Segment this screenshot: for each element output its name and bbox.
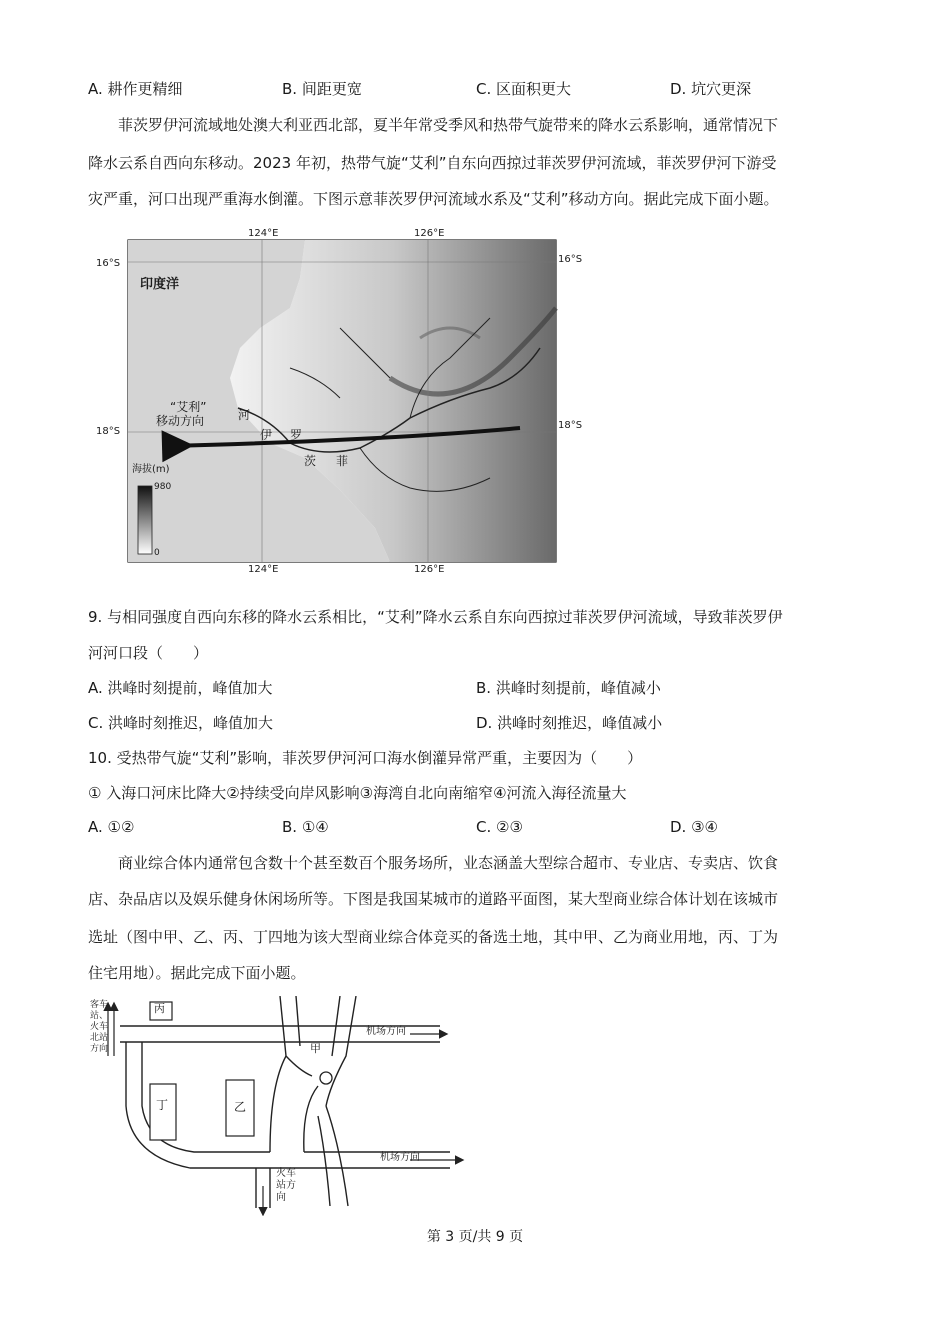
city-road-map: [90, 996, 480, 1216]
q10-items: ① 入海口河床比降大②持续受向岸风影响③海湾自北向南缩窄④河流入海径流量大: [88, 784, 627, 802]
airport-label-top: 机场方向: [366, 1026, 406, 1037]
q9-option-d: D. 洪峰时刻推迟，峰值减小: [476, 714, 663, 732]
q9-option-a: A. 洪峰时刻提前，峰值加大: [88, 679, 273, 697]
q8-option-a: A. 耕作更精细: [88, 80, 183, 98]
passage2-line: 店、杂品店以及娱乐健身休闲场所等。下图是我国某城市的道路平面图，某大型商业综合体计划在该城市: [88, 890, 779, 908]
river-label-char: 罗: [290, 428, 303, 442]
q9-stem-cont: 河河口段（ ）: [88, 644, 209, 662]
label-bing: 丙: [154, 1002, 165, 1015]
q8-option-d: D. 坑穴更深: [670, 80, 752, 98]
q10-option-d: D. ③④: [670, 818, 718, 836]
q8-option-c: C. 区面积更大: [476, 80, 572, 98]
station-direction-label: [276, 1168, 296, 1204]
label-yi: 乙: [234, 1100, 247, 1114]
north-label-line: 站、: [90, 1011, 109, 1021]
q10-option-c: C. ②③: [476, 818, 523, 836]
passage2-line: 商业综合体内通常包含数十个甚至数百个服务场所，业态涵盖大型综合超市、专业店、专卖店、饮食: [118, 854, 779, 872]
q9-stem: 9. 与相同强度自西向东移的降水云系相比，“艾利”降水云系自东向西掠过菲茨罗伊河流域，导致菲茨罗伊: [88, 608, 783, 626]
station-label-line: 向: [276, 1192, 286, 1203]
page-footer: 第 3 页/共 9 页: [426, 1229, 524, 1245]
q8-option-b: B. 间距更宽: [282, 80, 362, 98]
parcel-ding: [150, 1084, 176, 1140]
north-label-line: 方向: [90, 1044, 109, 1054]
passage1-line: 灾严重，河口出现严重海水倒灌。下图示意菲茨罗伊河流域水系及“艾利”移动方向。据此完成下面小题。: [88, 190, 779, 208]
roundabout: [320, 1072, 332, 1084]
label-ding: 丁: [156, 1098, 169, 1112]
north-label-line: 客车: [90, 1000, 109, 1010]
lat-label-left-16: 16°S: [96, 258, 121, 269]
river-label-char: 茨: [304, 454, 317, 468]
q10-option-a: A. ①②: [88, 818, 135, 836]
label-jia: 甲: [310, 1042, 321, 1055]
lat-label-right-16: 16°S: [558, 254, 583, 265]
river-label-char: 河: [238, 408, 251, 422]
lat-label-right-18: 18°S: [558, 420, 583, 431]
elevation-legend-bar: [138, 486, 152, 554]
storm-label-direction: 移动方向: [156, 414, 205, 428]
q10-option-b: B. ①④: [282, 818, 329, 836]
passage2-line: 住宅用地）。据此完成下面小题。: [88, 964, 306, 982]
q9-option-b: B. 洪峰时刻提前，峰值减小: [476, 679, 661, 697]
passage1-line: 降水云系自西向东移动。2023 年初，热带气旋“艾利”自东向西掠过菲茨罗伊河流域，菲茨罗伊河下游受: [88, 154, 777, 172]
lon-label-bottom-124: 124°E: [248, 564, 279, 575]
north-direction-label: [90, 1000, 108, 1055]
fitzroy-river-map: [90, 228, 583, 580]
legend-title: 海拔(m): [132, 464, 170, 475]
river-label-char: 菲: [336, 454, 349, 468]
station-label-line: 火车: [276, 1168, 296, 1179]
lon-label-top-126: 126°E: [414, 228, 445, 239]
river-label-char: 伊: [260, 428, 273, 442]
passage1-line: 菲茨罗伊河流域地处澳大利亚西北部，夏半年常受季风和热带气旋带来的降水云系影响，通常情况下: [118, 116, 779, 134]
passage2-line: 选址（图中甲、乙、丙、丁四地为该大型商业综合体竞买的备选土地，其中甲、乙为商业用地，丙、丁为: [88, 928, 779, 946]
lat-label-left-18: 18°S: [96, 426, 121, 437]
legend-max: 980: [154, 482, 172, 492]
legend-min: 0: [154, 548, 160, 558]
ocean-label: 印度洋: [140, 277, 180, 292]
lon-label-bottom-126: 126°E: [414, 564, 445, 575]
storm-label-name: “艾利”: [170, 400, 207, 414]
north-label-line: 北站: [90, 1033, 109, 1043]
airport-label-bottom: 机场方向: [380, 1152, 420, 1163]
station-label-line: 站方: [276, 1180, 296, 1191]
lon-label-top-124: 124°E: [248, 228, 279, 239]
north-label-line: 火车: [90, 1022, 109, 1032]
q9-option-c: C. 洪峰时刻推迟，峰值加大: [88, 714, 274, 732]
q10-stem: 10. 受热带气旋“艾利”影响，菲茨罗伊河河口海水倒灌异常严重，主要因为（ ）: [88, 749, 643, 767]
